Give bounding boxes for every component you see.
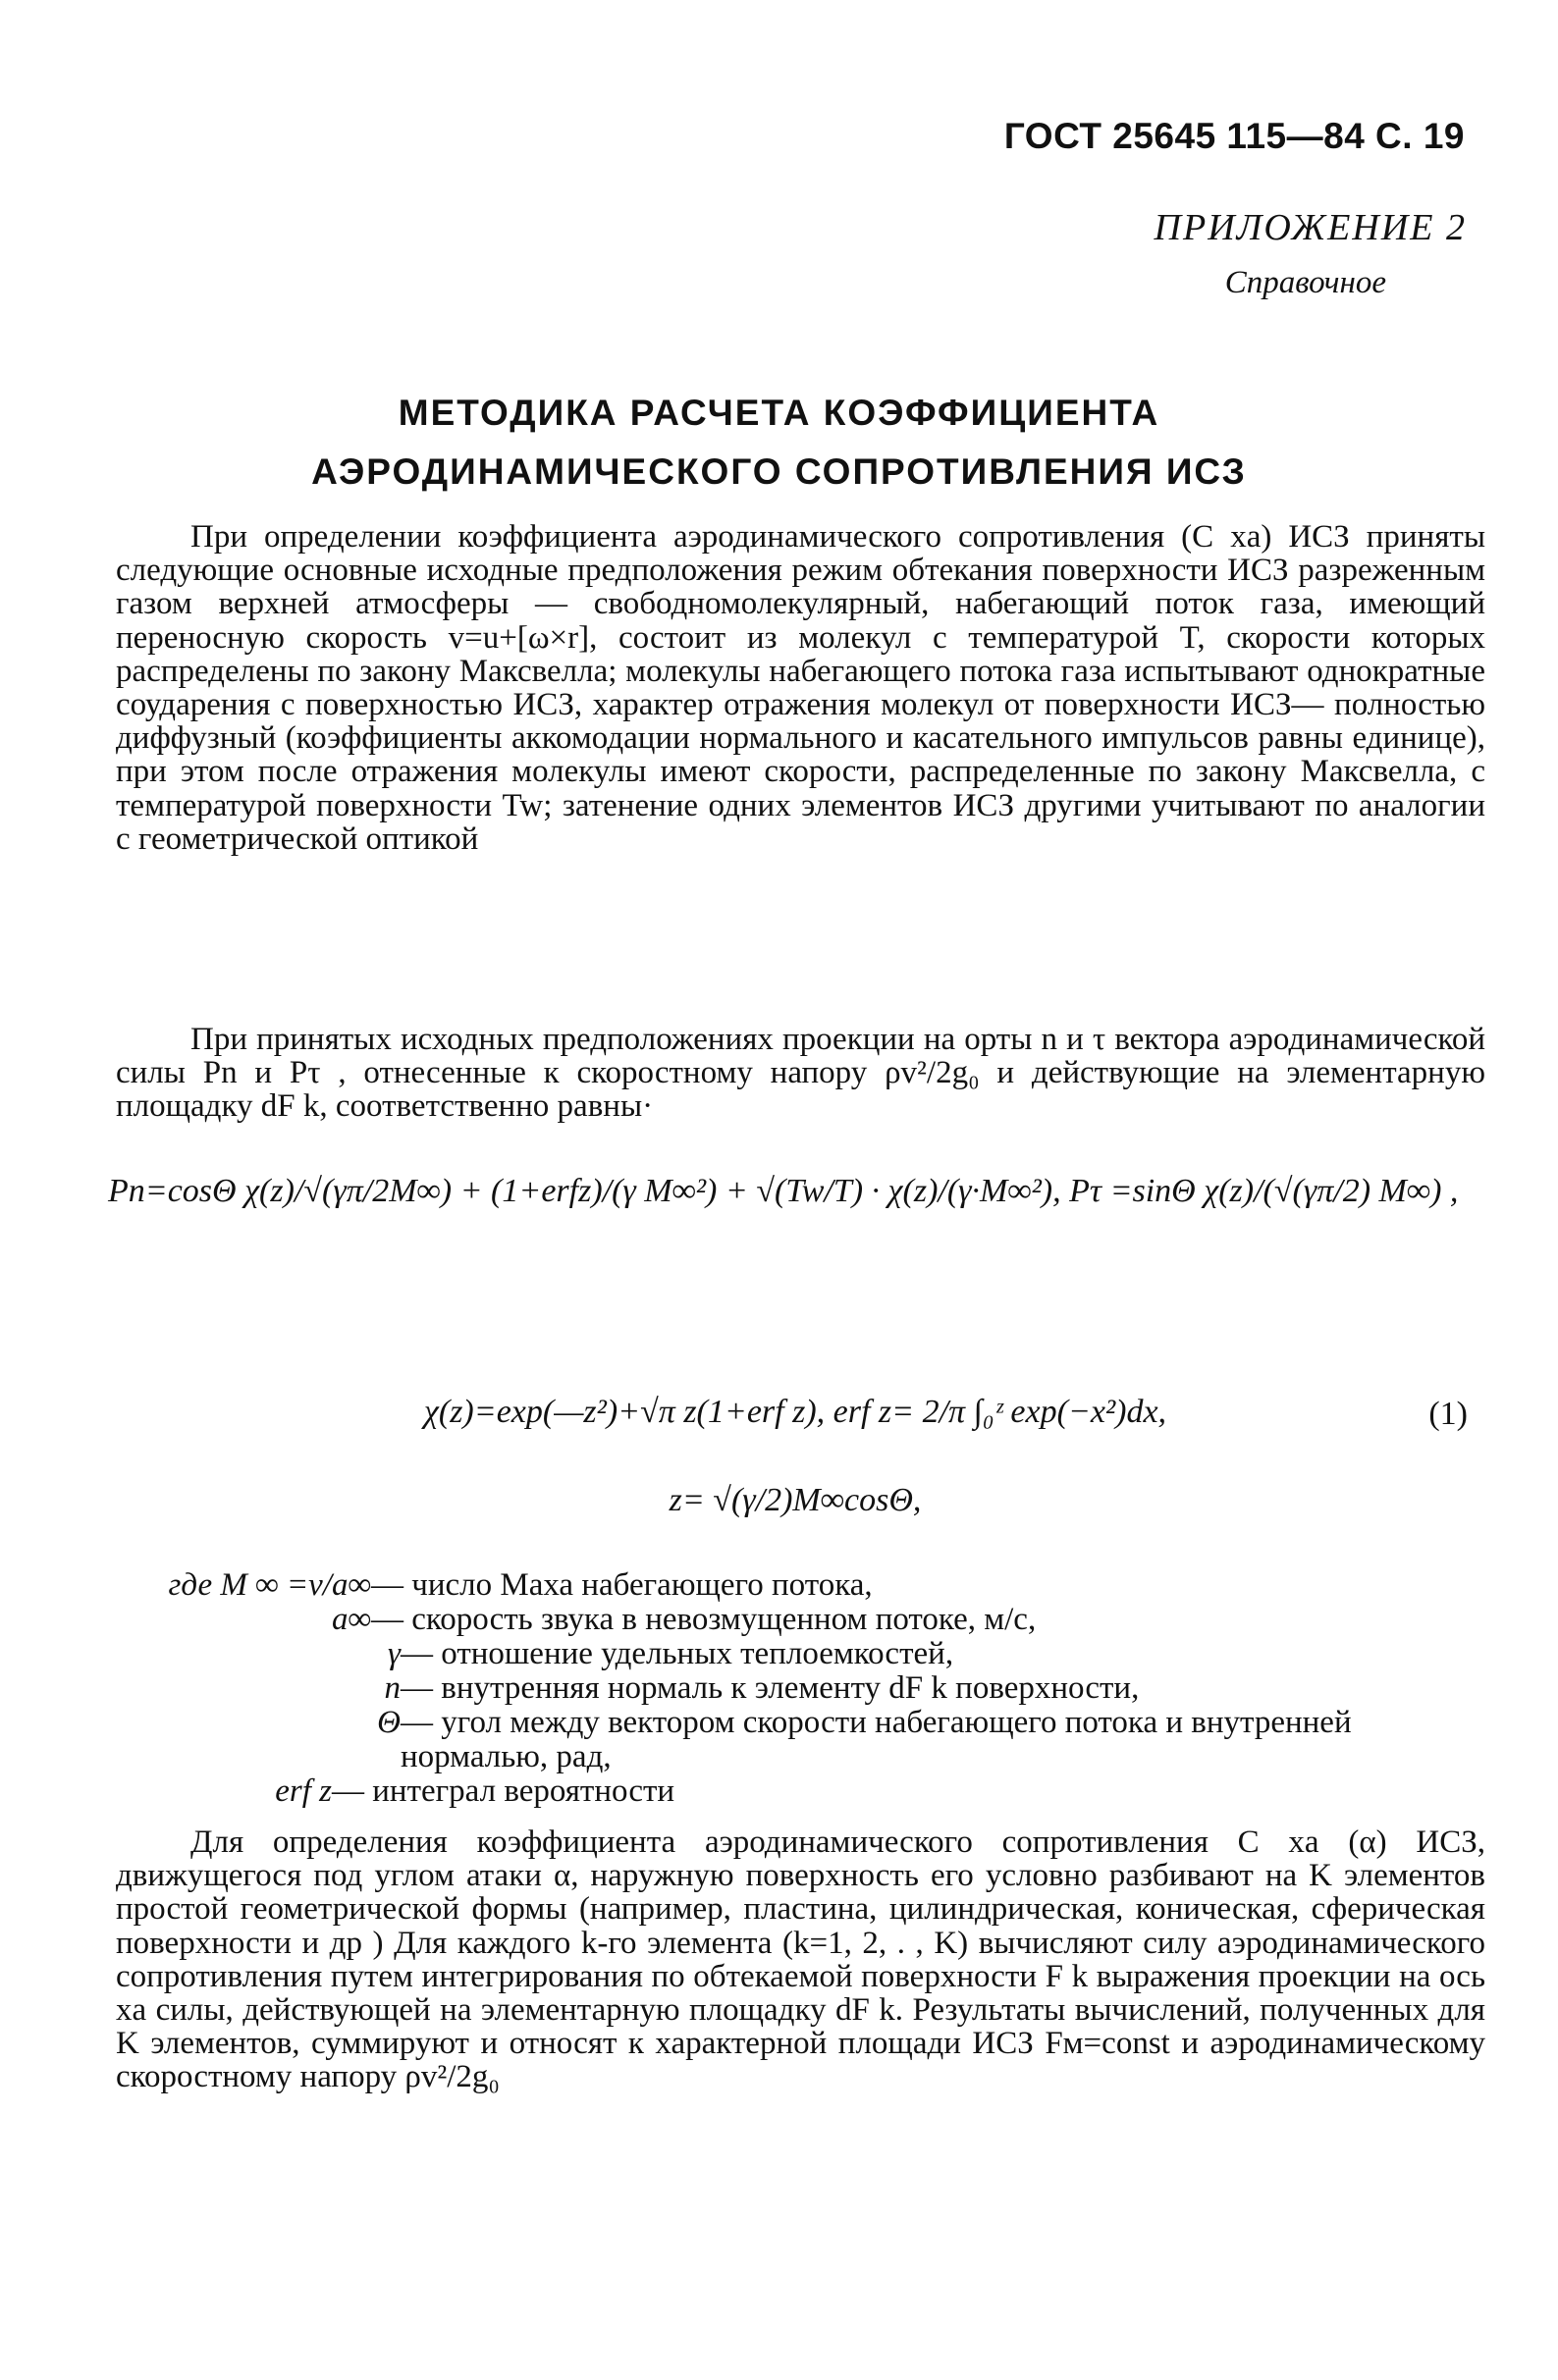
definition-symbol: n bbox=[384, 1670, 401, 1706]
definition-symbol: где M ∞ =v/a∞ bbox=[168, 1567, 371, 1603]
appendix-subtitle: Справочное bbox=[1224, 265, 1386, 300]
definition-symbol: γ bbox=[387, 1636, 401, 1671]
definition-text: — внутренняя нормаль к элементу dF k поверхности, bbox=[401, 1670, 1140, 1706]
definition-row bbox=[116, 1603, 1490, 1637]
definition-text: — интеграл вероятности bbox=[332, 1773, 675, 1809]
definition-text: — угол между вектором скорости набегающего потока и внутренней нормалью, рад, bbox=[401, 1705, 1352, 1774]
definition-symbol: a∞ bbox=[331, 1602, 371, 1637]
definitions-list bbox=[116, 1568, 1490, 1809]
formula-chi: χ(z)=exp(—z²)+√π z(1+erf z), erf z= 2/π ∫₀ᶻ exp(−x²)dx, bbox=[423, 1394, 1167, 1430]
title-line-2: АЭРОДИНАМИЧЕСКОГО СОПРОТИВЛЕНИЯ ИСЗ bbox=[311, 451, 1247, 492]
paragraph-projections bbox=[116, 1023, 1485, 1124]
title-line-1: МЕТОДИКА РАСЧЕТА КОЭФФИЦИЕНТА bbox=[398, 393, 1160, 433]
page-header: ГОСТ 25645 115—84 С. 19 bbox=[1003, 116, 1465, 156]
paragraph-assumptions-text: При определении коэффициента аэродинамического сопротивления (C xa) ИСЗ приняты следующие основные исходные предположения режим обтекания поверхности ИСЗ разреженным газом верхней атмосферы — свободномолекулярный, набегающий поток газа, имеющий переносную скорость v=u+[ω×r], состоит из молекул с температурой T, скорости которых распределены по закону Максвелла; молекулы набегающего потока газа испытывают однократные соударения с поверхностью ИСЗ, характер отражения молекул от поверхности ИСЗ— полностью диффузный (коэффициенты аккомодации нормального и касательного импульсов равны единице), при этом после отражения молекулы имеют скорости, распределенные по закону Максвелла, с температурой поверхности Tw; затенение одних элементов ИСЗ другими учитывают по аналогии с геометрической оптикой bbox=[116, 519, 1485, 857]
paragraph-assumptions bbox=[116, 520, 1485, 856]
formula-pn-ptau: Pn=cosΘ χ(z)/√(γπ/2M∞) + (1+erfz)/(γ M∞²) + √(Tw/T) · χ(z)/(γ·M∞²), Pτ =sinΘ χ(z)/(√(γπ/2) M∞) , bbox=[108, 1173, 1459, 1209]
formula-z: z= √(γ/2)M∞cosΘ, bbox=[669, 1482, 922, 1518]
equation-number: (1) bbox=[1428, 1396, 1468, 1432]
definition-symbol: Θ bbox=[377, 1705, 401, 1740]
definition-symbol: erf z bbox=[275, 1773, 332, 1809]
definition-text: — скорость звука в невозмущенном потоке, м/с, bbox=[371, 1602, 1037, 1637]
paragraph-summation-text: Для определения коэффициента аэродинамического сопротивления C xa (α) ИСЗ, движущегося под углом атаки α, наружную поверхность его условно разбивают на K элементов простой геометрической формы (например, пластина, цилиндрическая, коническая, сферическая поверхности и др ) Для каждого k-го элемента (k=1, 2, . , K) вычисляют силу аэродинамического сопротивления путем интегрирования по обтекаемой поверхности F k выражения проекции на ось xa силы, действующей на элементарную площадку dF k. Результаты вычислений, полученных для K элементов, суммируют и относят к характерной площади ИСЗ Fм=const и аэродинамическому скоростному напору ρv²/2g₀ bbox=[116, 1825, 1485, 2095]
definition-row bbox=[116, 1706, 1490, 1774]
definition-row bbox=[116, 1774, 1490, 1809]
paragraph-summation bbox=[116, 1825, 1485, 2094]
definition-row bbox=[116, 1671, 1490, 1706]
definition-text: — отношение удельных теплоемкостей, bbox=[401, 1636, 954, 1671]
definition-row bbox=[116, 1637, 1490, 1671]
definition-text: — число Маха набегающего потока, bbox=[371, 1567, 873, 1603]
definition-row bbox=[116, 1568, 1490, 1603]
appendix-label: ПРИЛОЖЕНИЕ 2 bbox=[1154, 207, 1467, 248]
paragraph-projections-text: При принятых исходных предположениях проекции на орты n и τ вектора аэродинамической силы Pn и Pτ , отнесенные к скоростному напору ρv²/2g₀ и действующие на элементарную площадку dF k, соответственно равны· bbox=[116, 1022, 1485, 1125]
